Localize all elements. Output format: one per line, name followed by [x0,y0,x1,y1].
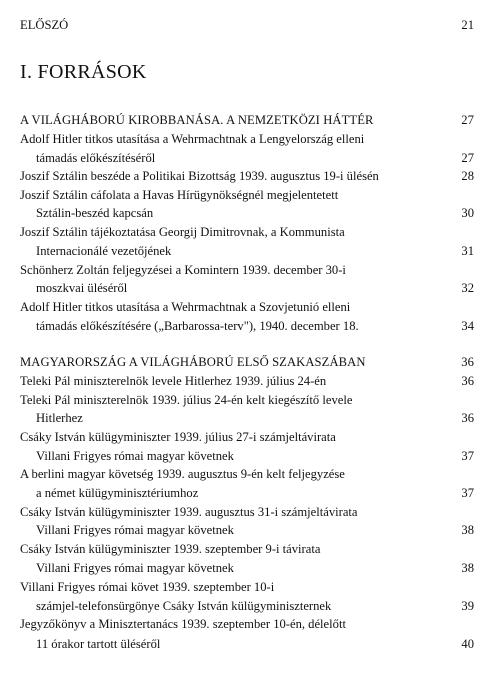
toc-entry-text: Joszif Sztálin cáfolata a Havas Hírügynökségnél megjelentetett [20,188,339,202]
toc-page-number: 32 [461,281,474,295]
toc-page-number: 28 [461,169,474,183]
toc-entry-continuation[interactable] [20,636,474,652]
toc-entry-continuation[interactable] [20,598,474,614]
toc-entry-text: moszkvai üléséről [36,281,128,295]
toc-entry-text: Teleki Pál miniszterelnök 1939. július 24-én kelt kiegészítő levele [20,393,353,407]
header-label: ELŐSZÓ [20,18,69,32]
toc-entry-text: Villani Frigyes római magyar követnek [36,449,234,463]
toc-page-number: 27 [461,151,474,165]
toc-entry-text: támadás előkészítésére („Barbarossa-terv"), 1940. december 18. [36,319,359,333]
toc-entry-text: Csáky István külügyminiszter 1939. július 27-i számjeltávirata [20,430,336,444]
toc-entry[interactable] [20,466,474,482]
running-header [20,17,474,33]
toc-entry-text: a német külügyminisztériumhoz [36,486,199,500]
toc-entry-text: Hitlerhez [36,411,83,425]
toc-page-number: 34 [461,319,474,333]
toc-entry-text: Adolf Hitler titkos utasítása a Wehrmachtnak a Lengyelország elleni [20,132,365,146]
toc-entry[interactable] [20,224,474,240]
toc-entry[interactable] [20,392,474,408]
toc-page-number: 30 [461,206,474,220]
toc-entry[interactable] [20,168,474,184]
toc-entry-text: Joszif Sztálin beszéde a Politikai Bizottság 1939. augusztus 19-i ülésén [20,169,379,183]
toc-entry-text: Villani Frigyes római követ 1939. szeptember 10-i [20,580,275,594]
toc-entry-continuation[interactable] [20,560,474,576]
toc-entry-continuation[interactable] [20,448,474,464]
toc-entry-text: Villani Frigyes római magyar követnek [36,561,234,575]
toc-page-number: 37 [461,486,474,500]
header-page-number: 21 [461,18,474,32]
toc-page-number: 39 [461,599,474,613]
toc-entry-text: A VILÁGHÁBORÚ KIROBBANÁSA. A NEMZETKÖZI HÁTTÉR [20,113,374,127]
toc-entry[interactable] [20,429,474,445]
toc-page-number: 27 [461,113,474,127]
toc-entry[interactable] [20,131,474,147]
toc-entry-text: Csáky István külügyminiszter 1939. augusztus 31-i számjeltávirata [20,505,358,519]
toc-entry-continuation[interactable] [20,205,474,221]
toc-entry-text: MAGYARORSZÁG A VILÁGHÁBORÚ ELSŐ SZAKASZÁBAN [20,355,366,369]
toc-subsection-heading[interactable] [20,112,474,128]
toc-page-number: 36 [461,411,474,425]
toc-entry[interactable] [20,504,474,520]
toc-entry-continuation[interactable] [20,150,474,166]
toc-entry-text: Jegyzőkönyv a Minisztertanács 1939. szeptember 10-én, délelőtt [20,617,346,631]
toc-entry-continuation[interactable] [20,243,474,259]
toc-entry[interactable] [20,187,474,203]
toc-page-number: 38 [461,523,474,537]
toc-entry[interactable] [20,299,474,315]
toc-entry-text: Schönherz Zoltán feljegyzései a Komintern 1939. december 30-i [20,263,346,277]
toc-entry-text: Csáky István külügyminiszter 1939. szeptember 9-i távirata [20,542,321,556]
toc-entry[interactable] [20,541,474,557]
toc-entry-text: támadás előkészítéséről [36,151,156,165]
toc-entry-text: Sztálin-beszéd kapcsán [36,206,154,220]
toc-page-number: 38 [461,561,474,575]
toc-entry-text: 11 órakor tartott üléséről [36,637,161,651]
toc-entry-continuation[interactable] [20,522,474,538]
toc-entry[interactable] [20,262,474,278]
toc-page-number: 31 [461,244,474,258]
toc-entry-text: Joszif Sztálin tájékoztatása Georgij Dimitrovnak, a Kommunista [20,225,345,239]
toc-entry-text: számjel-telefonsürgönye Csáky István külügyminiszternek [36,599,332,613]
toc-page-number: 37 [461,449,474,463]
toc-entry-text: Villani Frigyes római magyar követnek [36,523,234,537]
toc-subsection-heading[interactable] [20,354,474,370]
toc-entry-text: Adolf Hitler titkos utasítása a Wehrmachtnak a Szovjetunió elleni [20,300,351,314]
toc-page-number: 36 [461,374,474,388]
toc-entry[interactable] [20,579,474,595]
toc-entry[interactable] [20,373,474,389]
toc-entry-continuation[interactable] [20,280,474,296]
toc-entry-text: Internacionálé vezetőjének [36,244,172,258]
toc-entry-text: A berlini magyar követség 1939. augusztus 9-én kelt feljegyzése [20,467,345,481]
section-title: I. FORRÁSOK [20,61,147,83]
toc-entry-continuation[interactable] [20,485,474,501]
toc-entry[interactable] [20,616,474,632]
toc-entry-text: Teleki Pál miniszterelnök levele Hitlerhez 1939. július 24-én [20,374,327,388]
toc-entry-continuation[interactable] [20,410,474,426]
toc-page-number: 36 [461,355,474,369]
toc-entry-continuation[interactable] [20,318,474,334]
toc-page-number: 40 [461,637,474,651]
